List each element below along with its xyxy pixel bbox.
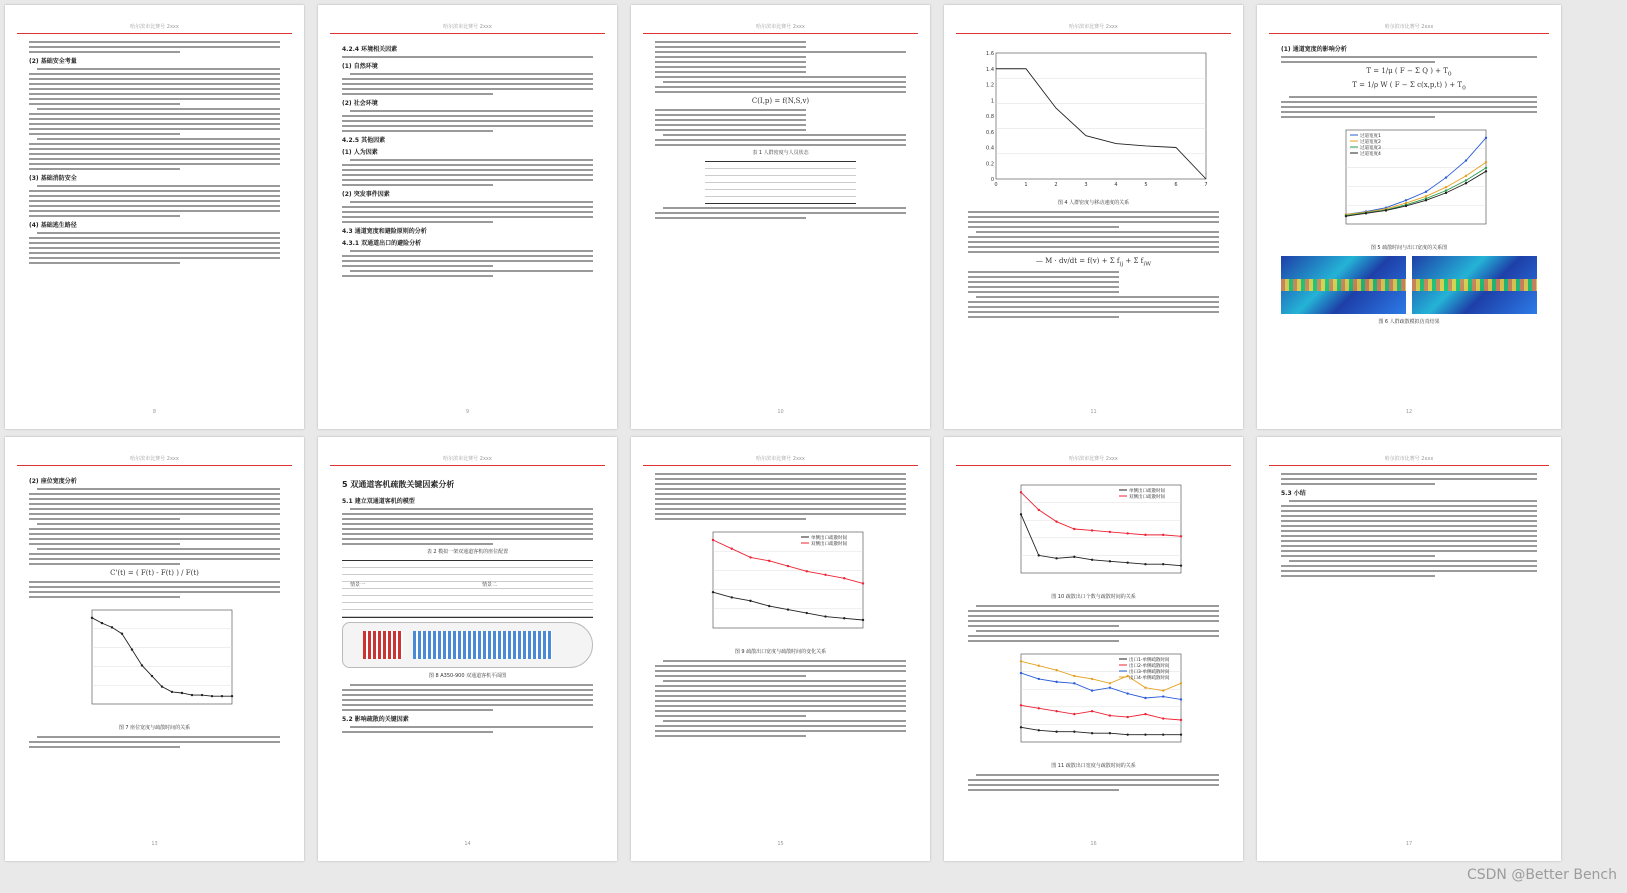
section-heading: (4) 基础逃生路径 xyxy=(29,222,77,229)
data-point xyxy=(1108,714,1110,716)
data-point xyxy=(1073,682,1075,684)
data-point xyxy=(1179,535,1181,537)
data-point xyxy=(1162,695,1164,697)
section-heading: (2) 基础安全考量 xyxy=(29,58,77,65)
legend-label: 单侧出口疏散时间 xyxy=(1128,489,1165,494)
figure-caption: 图 9 疏散出口宽度与疏散时间的变化关系 xyxy=(734,649,827,655)
figure-caption: 图 4 人群密度与移动速度的关系 xyxy=(1057,200,1130,206)
exit-count-chart xyxy=(999,477,1189,589)
data-point xyxy=(1485,161,1487,163)
data-point xyxy=(1055,557,1057,559)
data-point xyxy=(1445,191,1447,193)
chapter-title: 5 双通道客机疏散关键因素分析 xyxy=(342,480,455,489)
cabin-layout-diagram xyxy=(342,622,593,668)
data-point xyxy=(1037,509,1039,511)
data-point xyxy=(768,605,770,607)
data-point xyxy=(1465,174,1467,176)
page-1[interactable] xyxy=(5,5,304,429)
x-tick-label: 0 xyxy=(993,182,998,188)
y-tick-label: 0.4 xyxy=(985,145,994,152)
page-5[interactable] xyxy=(1257,5,1561,429)
equation: T = 1/ρ W ( F − Σ c(x,p,t) ) + $T_0$ xyxy=(1352,81,1466,92)
data-point xyxy=(110,626,112,628)
data-point xyxy=(200,694,202,696)
data-point xyxy=(230,695,232,697)
data-point xyxy=(1055,681,1057,683)
data-point xyxy=(1090,529,1092,531)
page-number: 9 xyxy=(465,409,470,415)
page-6[interactable] xyxy=(5,437,304,861)
data-point xyxy=(1073,675,1075,677)
data-point xyxy=(1179,682,1181,684)
page-8[interactable] xyxy=(631,437,930,861)
legend-label: 过道宽度1 xyxy=(1360,133,1381,139)
section-heading: 5.1 建立双通道客机的模型 xyxy=(342,498,415,505)
data-point xyxy=(1037,707,1039,709)
data-point xyxy=(805,570,807,572)
x-tick-label: 3 xyxy=(1083,182,1088,188)
data-point xyxy=(786,608,788,610)
section-heading: 5.2 影响疏散的关键因素 xyxy=(342,716,409,723)
page-header: 哈尔滨市比赛号 2xxx xyxy=(17,23,292,34)
page-header: 哈尔滨市比赛号 2xxx xyxy=(956,23,1231,34)
page-header: 哈尔滨市比赛号 2xxx xyxy=(643,23,918,34)
data-table xyxy=(705,161,856,204)
data-point xyxy=(711,539,713,541)
equation: T = 1/μ ( F − Σ Q ) + $T_0$ xyxy=(1366,67,1452,78)
page-number: 8 xyxy=(152,409,157,415)
data-point xyxy=(1108,682,1110,684)
page-header: 哈尔滨市比赛号 2xxx xyxy=(17,455,292,466)
y-tick-label: 0.2 xyxy=(985,161,994,168)
table-label: 情景二 xyxy=(482,582,498,588)
section-heading: (1) 人为因素 xyxy=(342,149,378,156)
y-tick-label: 1.6 xyxy=(985,51,994,57)
section-heading: (3) 基础消防安全 xyxy=(29,175,77,182)
data-point xyxy=(711,591,713,593)
plot-area xyxy=(92,610,232,704)
data-point xyxy=(1445,176,1447,178)
figure-caption: 图 7 座位宽度与疏散时间的关系 xyxy=(118,725,191,731)
section-heading: 4.2.5 其他因素 xyxy=(342,137,386,144)
data-point xyxy=(1019,672,1021,674)
data-point xyxy=(1055,710,1057,712)
data-point xyxy=(1090,710,1092,712)
legend-label: 双侧出口疏散时间 xyxy=(810,542,847,547)
data-point xyxy=(1179,733,1181,735)
table-caption: 表 2 模拟一架双通道客机的座位配置 xyxy=(426,549,509,555)
data-point xyxy=(824,615,826,617)
data-point xyxy=(1055,669,1057,671)
seat-width-chart xyxy=(70,602,240,720)
y-tick-label: 1.2 xyxy=(985,82,994,89)
data-point xyxy=(1090,689,1092,691)
page-body xyxy=(968,473,1219,821)
exit-width-multi-chart xyxy=(999,646,1189,758)
data-point xyxy=(1055,731,1057,733)
data-point xyxy=(1405,205,1407,207)
data-point xyxy=(150,675,152,677)
page-header: 哈尔滨市比赛号 2xxx xyxy=(1269,455,1549,466)
data-point xyxy=(1073,731,1075,733)
data-point xyxy=(1144,563,1146,565)
data-point xyxy=(1485,136,1487,138)
page-body xyxy=(29,473,280,821)
data-point xyxy=(170,691,172,693)
page-header: 哈尔滨市比赛号 2xxx xyxy=(643,455,918,466)
data-point xyxy=(220,695,222,697)
legend-label: 出口2-单侧疏散时间 xyxy=(1128,664,1169,669)
data-point xyxy=(180,692,182,694)
data-point xyxy=(1162,689,1164,691)
data-point xyxy=(749,556,751,558)
data-point xyxy=(843,617,845,619)
data-point xyxy=(1485,170,1487,172)
data-point xyxy=(786,565,788,567)
page-number: 16 xyxy=(1090,841,1097,847)
data-point xyxy=(1144,534,1146,536)
data-point xyxy=(1055,520,1057,522)
section-heading: 5.3 小结 xyxy=(1281,490,1306,497)
data-point xyxy=(1179,719,1181,721)
page-body xyxy=(342,473,593,821)
data-point xyxy=(1019,704,1021,706)
data-point xyxy=(768,560,770,562)
legend-label: 过道宽度3 xyxy=(1360,145,1381,151)
page-10[interactable] xyxy=(1257,437,1561,861)
legend-label: 出口3-单侧疏散时间 xyxy=(1128,670,1169,675)
data-point xyxy=(90,617,92,619)
data-point xyxy=(1445,186,1447,188)
x-tick-label: 7 xyxy=(1203,182,1208,188)
data-point xyxy=(1345,215,1347,217)
data-point xyxy=(1465,159,1467,161)
data-point xyxy=(1425,199,1427,201)
page-4[interactable] xyxy=(944,5,1243,429)
data-point xyxy=(843,577,845,579)
data-point xyxy=(160,685,162,687)
data-point xyxy=(1365,212,1367,214)
equation: C'(t) = ( F(t) - F(t) ) / F(t) xyxy=(110,569,199,577)
data-point xyxy=(1465,179,1467,181)
data-point xyxy=(1108,531,1110,533)
data-point xyxy=(1073,713,1075,715)
data-point xyxy=(1162,717,1164,719)
data-point xyxy=(861,619,863,621)
data-point xyxy=(861,582,863,584)
data-point xyxy=(210,695,212,697)
data-point xyxy=(1162,534,1164,536)
data-point xyxy=(1037,678,1039,680)
y-tick-label: 0.8 xyxy=(985,114,994,120)
data-point xyxy=(1090,678,1092,680)
data-point xyxy=(1108,732,1110,734)
legend-label: 出口4-单侧疏散时间 xyxy=(1128,676,1169,681)
equation: — M · dv/dt = f(v) + Σ $f_{ij} + \Sigma$ $f_{iW}$ xyxy=(1035,257,1152,268)
data-point xyxy=(1073,528,1075,530)
page-body xyxy=(655,41,906,389)
data-point xyxy=(120,633,122,635)
data-point xyxy=(1019,726,1021,728)
equation: C(I,p) = f(N,S,v) xyxy=(751,97,810,105)
figure-caption: 图 11 疏散出口宽度与疏散时间的关系 xyxy=(1051,763,1136,769)
y-tick-label: 0 xyxy=(990,177,994,183)
section-heading: (1) 自然环境 xyxy=(342,63,378,70)
legend-label: 过道宽度2 xyxy=(1360,139,1381,145)
page-number: 10 xyxy=(777,409,784,415)
page-header: 哈尔滨市比赛号 2xxx xyxy=(956,455,1231,466)
figure-caption: 图 5 疏散时间与出口宽度的关系图 xyxy=(1370,244,1448,251)
x-tick-label: 4 xyxy=(1113,182,1118,188)
section-heading: 4.3.1 双通道出口的避险分析 xyxy=(342,240,422,247)
data-point xyxy=(190,694,192,696)
x-tick-label: 1 xyxy=(1023,182,1028,188)
data-point xyxy=(824,574,826,576)
data-point xyxy=(1090,559,1092,561)
page-header: 哈尔滨市比赛号 2xxx xyxy=(330,23,605,34)
page-3[interactable] xyxy=(631,5,930,429)
data-point xyxy=(130,648,132,650)
x-tick-label: 5 xyxy=(1143,182,1148,188)
section-heading: 4.3 通道宽度和避险原则的分析 xyxy=(342,228,427,235)
data-point xyxy=(1019,660,1021,662)
data-point xyxy=(1179,698,1181,700)
exit-width-time-chart xyxy=(691,524,871,644)
data-point xyxy=(1126,733,1128,735)
data-point xyxy=(1425,190,1427,192)
x-tick-label: 2 xyxy=(1053,182,1058,188)
data-point xyxy=(1144,733,1146,735)
density-speed-chart xyxy=(974,45,1214,195)
section-heading: (2) 座位宽度分析 xyxy=(29,478,77,485)
data-point xyxy=(749,600,751,602)
data-point xyxy=(1126,716,1128,718)
page-header: 哈尔滨市比赛号 2xxx xyxy=(330,455,605,466)
page-body xyxy=(968,41,1219,389)
page-number: 15 xyxy=(777,841,784,847)
y-tick-label: 1.4 xyxy=(985,66,994,73)
data-point xyxy=(1126,562,1128,564)
data-point xyxy=(1019,513,1021,515)
data-point xyxy=(1037,665,1039,667)
data-point xyxy=(1126,692,1128,694)
data-point xyxy=(1019,491,1021,493)
page-number: 17 xyxy=(1405,841,1413,847)
data-point xyxy=(1073,556,1075,558)
legend-label: 双侧出口疏散时间 xyxy=(1128,495,1165,500)
page-body xyxy=(342,41,593,389)
data-point xyxy=(1485,166,1487,168)
section-heading: (1) 通道宽度的影响分析 xyxy=(1281,46,1347,53)
data-point xyxy=(1108,687,1110,689)
figure-caption: 图 8 A350-900 双通道客机平面图 xyxy=(428,673,507,679)
watermark: CSDN @Better Bench xyxy=(1466,867,1617,883)
plot-area xyxy=(996,53,1206,179)
section-heading: 4.2.4 环境相关因素 xyxy=(342,46,398,53)
y-tick-label: 0.6 xyxy=(985,129,994,136)
data-point xyxy=(1425,195,1427,197)
figure-caption: 图 10 疏散出口个数与疏散时间的关系 xyxy=(1051,594,1136,600)
legend-label: 出口1-单侧疏散时间 xyxy=(1128,658,1169,663)
data-point xyxy=(1037,729,1039,731)
data-point xyxy=(805,612,807,614)
data-point xyxy=(1162,563,1164,565)
data-point xyxy=(1144,713,1146,715)
data-point xyxy=(100,622,102,624)
figure-caption: 图 6 人群疏散模拟仿真结果 xyxy=(1378,318,1440,325)
page-7[interactable] xyxy=(318,437,617,861)
data-point xyxy=(1144,687,1146,689)
data-point xyxy=(1445,189,1447,191)
data-point xyxy=(1037,554,1039,556)
page-body xyxy=(655,473,906,821)
data-point xyxy=(1385,209,1387,211)
page-2[interactable] xyxy=(318,5,617,429)
data-point xyxy=(1465,182,1467,184)
page-header: 哈尔滨市比赛号 2xxx xyxy=(1269,23,1549,34)
legend-label: 单侧出口疏散时间 xyxy=(810,536,847,541)
page-number: 13 xyxy=(151,841,158,847)
data-point xyxy=(730,547,732,549)
page-number: 12 xyxy=(1405,409,1413,415)
section-heading: (2) 社会环境 xyxy=(342,100,378,107)
data-point xyxy=(1144,697,1146,699)
legend-label: 过道宽度4 xyxy=(1360,151,1381,157)
table-caption: 表 1 人群密度与人员状态 xyxy=(752,150,809,156)
page-body xyxy=(1281,41,1537,389)
data-point xyxy=(1108,560,1110,562)
data-point xyxy=(1090,732,1092,734)
data-point xyxy=(1162,733,1164,735)
table-label: 情景一 xyxy=(350,582,366,588)
page-body xyxy=(1281,473,1537,821)
data-point xyxy=(140,664,142,666)
data-point xyxy=(730,596,732,598)
data-point xyxy=(1405,199,1407,201)
x-tick-label: 6 xyxy=(1173,182,1178,188)
page-9[interactable] xyxy=(944,437,1243,861)
simulation-heatmap xyxy=(1281,256,1537,314)
page-number: 14 xyxy=(464,841,471,847)
data-point xyxy=(1179,564,1181,566)
section-heading: (2) 突发事件因素 xyxy=(342,191,390,198)
page-body xyxy=(29,41,280,389)
page-number: 11 xyxy=(1090,409,1097,415)
seat-config-table xyxy=(342,560,593,618)
y-tick-label: 1 xyxy=(990,98,994,105)
data-point xyxy=(1126,532,1128,534)
aisle-width-chart xyxy=(1324,122,1494,240)
